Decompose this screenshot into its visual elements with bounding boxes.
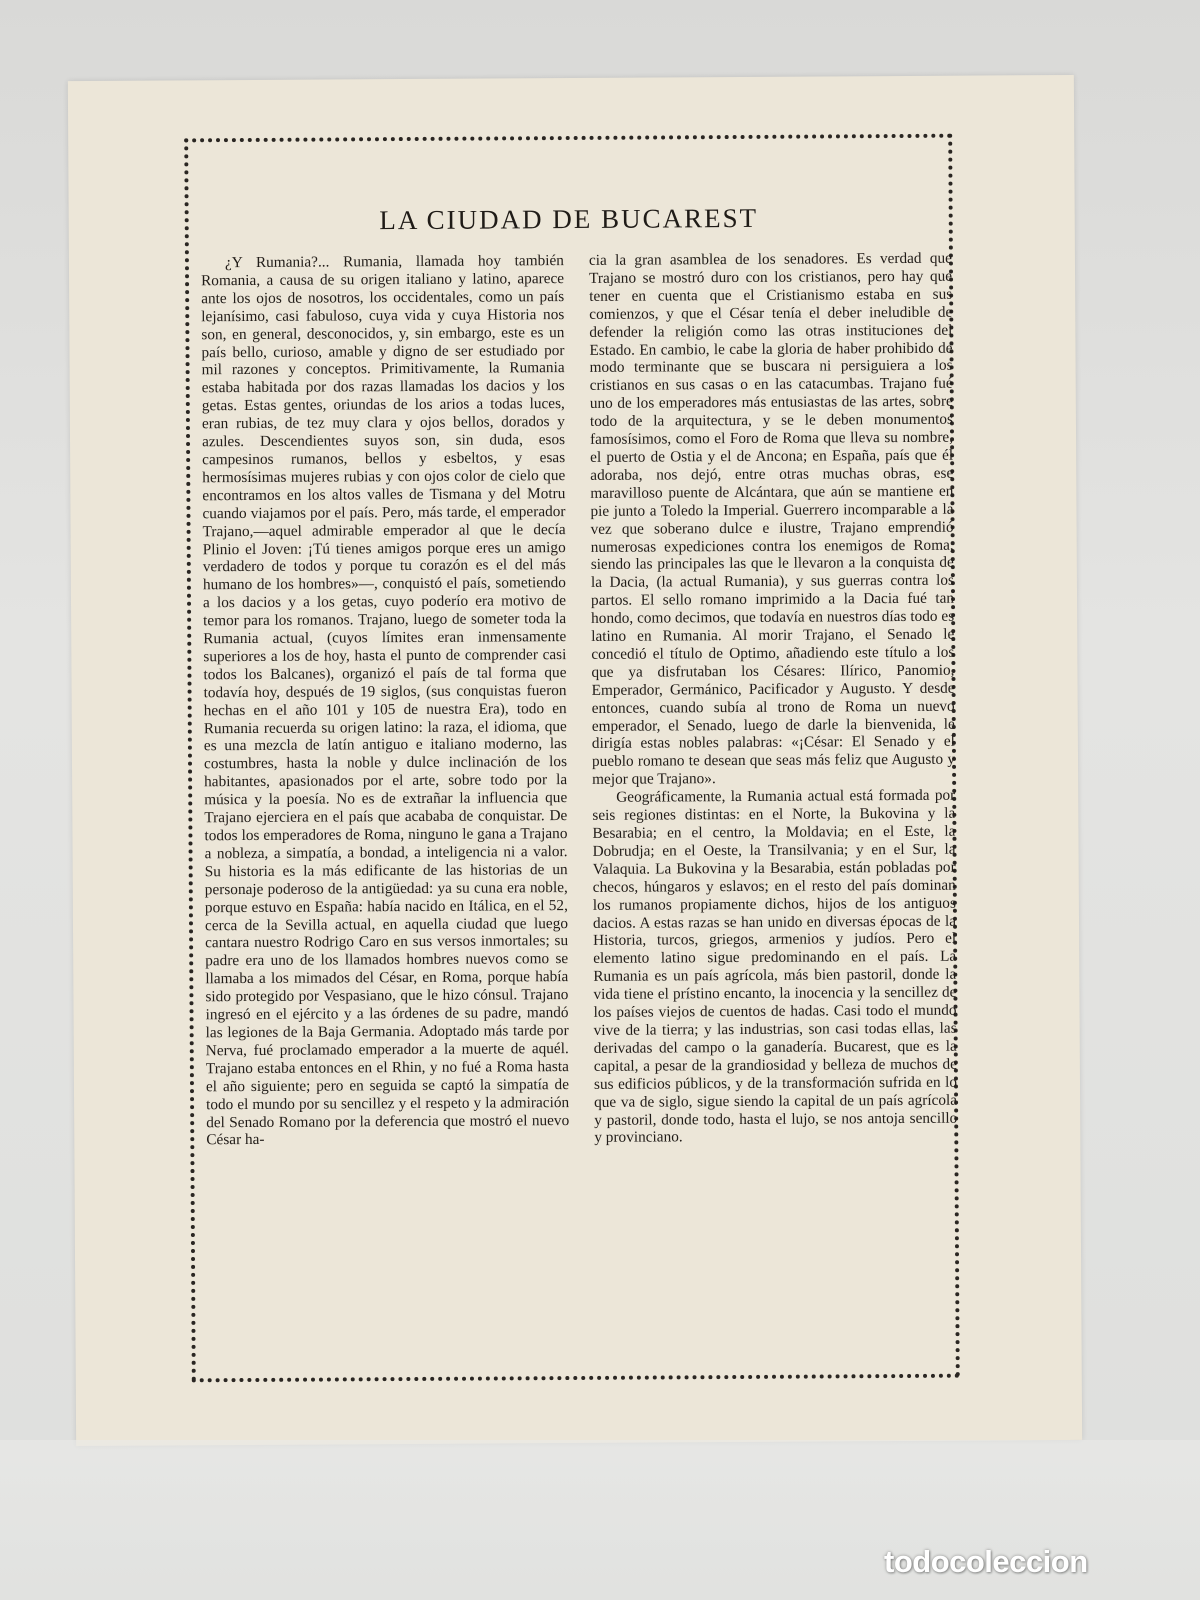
- site-watermark: todocoleccion: [884, 1544, 1088, 1579]
- article-title: LA CIUDAD DE BUCAREST: [379, 202, 759, 236]
- magazine-page: [68, 75, 1082, 1446]
- paragraph: ¿Y Rumania?... Rumania, llamada hoy también Romania, a causa de su origen italiano y latino, aparece ante los ojos de nosotros, los occidentales, como un país lejanísimo, casi fabuloso, cuya vida y cuya Historia nos son, en general, desconocidos, y, sin embargo, este es un país bello, curioso, amable y digno de ser estudiado por mil razones y conceptos. Primitivamente, la Rumania estaba habitada por dos razas llamadas los dacios y los getas. Estas gentes, oriundas de los arios a todas luces, eran rubias, de tez muy clara y ojos bellos, dorados y azules. Descendientes suyos son, sin duda, esos campesinos rumanos, bellos y esbeltos, y esas hermosísimas mujeres rubias y con ojos color de cielo que encontramos en los altos valles de Tismana y del Motru cuando viajamos por el país. Pero, más tarde, el emperador Trajano,—aquel admirable emperador al que le decía Plinio el Joven: ¡Tú tienes amigos porque eres un amigo verdadero de todos y porque tu corazón es el del más humano de los hombres»—, conquistó el país, sometiendo a los dacios y a los getas, cuyo poderío era motivo de temor para los romanos. Trajano, luego de someter toda la Rumania actual, (cuyos límites eran inmensamente superiores a los de hoy, hasta el punto de comprender casi todos los Balcanes), organizó el país de tal forma que todavía hoy, después de 19 siglos, (sus conquistas fueron hechas en el año 101 y 105 de nuestra Era), todo en Rumania recuerda su origen latino: la raza, el idioma, que es una mezcla de latín antiguo e italiano moderno, las costumbres, hasta la noble y dulce inclinación de los habitantes, apasionados por el arte, sobre todo por la música y la poesía. No es de extrañar la influencia que Trajano ejerciera en el país que acababa de conquistar. De todos los emperadores de Roma, ninguno le gana a Trajano a nobleza, a simpatía, a bondad, a inteligencia ni a valor. Su historia es la más edificante de las historias de un personaje poderoso de la antigüedad: ya su cuna era noble, porque estuvo en España: había nacido en Itálica, en el 52, cerca de la Sevilla actual, en aquella ciudad que luego cantara nuestro Rodrigo Caro en sus versos inmortales; su padre era uno de los llamados hombres nuevos como se llamaba a los mimados del César, en Roma, porque había sido protegido por Vespasiano, que le hizo cónsul. Trajano ingresó en el ejército y a las órdenes de su padre, mandó las legiones de la Baja Germania. Adoptado más tarde por Nerva, fué proclamado emperador a la muerte de aquél. Trajano estaba entonces en el Rhin, y no fué a Roma hasta el año siguiente; pero en seguida se captó la simpatía de todo el mundo por su sencillez y el respeto y la admiración del Senado Romano por la deferencia que mostró el nuevo César ha-: [201, 252, 570, 1149]
- text-column-left: [201, 252, 569, 1150]
- paragraph: Geográficamente, la Rumania actual está formada por seis regiones distintas: en el Norte, la Bukovina y la Besarabia; en el centro, la Moldavia; en el Este, la Dobrudja; en el Oeste, la Transilvania; y en el Sur, la Valaquia. La Bukovina y la Besarabia, están pobladas por checos, húngaros y eslavos; en el resto del país dominan los rumanos propiamente dichos, hijos de los antiguos dacios. A estas razas se han unido en diversas épocas de la Historia, turcos, griegos, armenios y judíos. Pero el elemento latino sigue predominando en el país. La Rumania es un país agrícola, más bien pastoril, donde la vida tiene el prístino encanto, la inocencia y la sencillez de los países viejos de cuentos de hadas. Casi todo el mundo vive de la tierra; y las industrias, son casi todas ellas, las derivadas del campo o la ganadería. Bucarest, que es la capital, a pesar de la grandiosidad y belleza de muchos de sus edificios públicos, y de la transformación sufrida en lo que va de siglo, sigue siendo la capital de un país agrícola y pastoril, donde todo, hasta el lujo, se nos antoja sencillo y provinciano.: [592, 786, 958, 1147]
- text-column-right: [589, 250, 957, 1148]
- paragraph: cia la gran asamblea de los senadores. Es verdad que Trajano se mostró duro con los cristianos, pero hay que tener en cuenta que el Cristianismo estaba en sus comienzos, y que el César tenía el deber ineludible de defender la religión como las otras instituciones del Estado. En cambio, le cabe la gloria de haber prohibido de modo terminante que se buscara ni persiguiera a los cristianos en sus casas o en las catacumbas. Trajano fué uno de los emperadores más entusiastas de las artes, sobre todo de la arquitectura, y se le deben monumentos famosísimos, como el Foro de Roma que lleva su nombre, el puerto de Ostia y el de Ancona; en España, país que él adoraba, nos dejó, entre otras muchas obras, ese maravilloso puente de Alcántara, que aún se mantiene en pie junto a Toledo la Imperial. Guerrero incomparable a la vez que soberano dulce e ilustre, Trajano emprendió numerosas expediciones contra los enemigos de Roma, siendo las principales las que le llevaron a la conquista de la Dacia, (la actual Rumania), y sus guerras contra los partos. El sello romano imprimido a la Dacia fué tan hondo, como decimos, que todavía en nuestros días todo es latino en Rumania. Al morir Trajano, el Senado le concedió el título de Optimo, añadiendo este título a los que ya disfrutaban los Césares: Ilírico, Panomio, Emperador, Germánico, Pacificador y Augusto. Y desde entonces, cuando subía al trono de Roma un nuevo emperador, el Senado, luego de darle la bienvenida, le dirigía estas nobles palabras: «¡César: El Senado y el pueblo romano te desean que seas más feliz que Augusto y mejor que Trajano».: [588, 249, 956, 789]
- dotted-border-frame: [184, 134, 960, 1383]
